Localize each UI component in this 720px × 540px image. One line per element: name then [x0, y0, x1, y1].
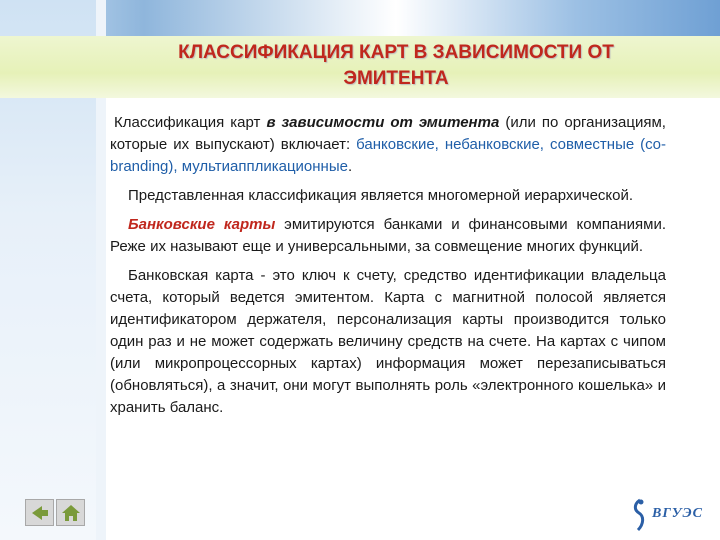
- p3-highlight: Банковские карты: [128, 216, 276, 233]
- slide-body: [110, 112, 666, 426]
- logo-emblem-icon: [630, 498, 650, 532]
- home-icon: [61, 504, 81, 522]
- p1-period: .: [347, 158, 353, 175]
- header-gradient: [0, 0, 720, 40]
- p1-emphasis: в зависимости от эмитента: [266, 114, 500, 131]
- university-logo: [630, 498, 702, 532]
- p3-text: эмитируются банками и финансовыми компаниями. Реже их называют еще и универсальными, за совмещение многих функций.: [110, 216, 667, 255]
- slide-title: [96, 40, 696, 92]
- paragraph-2: Представленная классификация является многомерной иерархической.: [128, 187, 634, 204]
- paragraph-4: Банковская карта - это ключ к счету, средство идентификации владельца счета, который ведется эмитентом. Карта с магнитной полосой является идентификатором держателя, персонализация карты производится только один раз и не может содержать величину средств на счете. На картах с чипом (или микропроцессорных картах) информация может перезаписываться (обновляться), а значит, они могут выполнять роль «электронного кошелька» и хранить баланс.: [110, 267, 666, 416]
- home-button[interactable]: [56, 499, 85, 526]
- paragraph-1: [110, 112, 666, 178]
- p1-text-b: (или по организациям, которые их выпускают) включает:: [110, 114, 666, 153]
- back-button[interactable]: [25, 499, 54, 526]
- arrow-left-icon: [30, 505, 50, 521]
- paragraph-3: [110, 214, 666, 258]
- logo-text: ВГУЭС: [652, 506, 703, 521]
- p1-card-types: банковские, небанковские, совместные (co-branding), мультиаппликационные: [110, 136, 666, 175]
- slide-title-line1: КЛАССИФИКАЦИЯ КАРТ В ЗАВИСИМОСТИ ОТ: [178, 42, 614, 63]
- slide-navigation: [25, 499, 85, 526]
- slide-title-line2: ЭМИТЕНТА: [343, 68, 449, 89]
- p1-text-a: Классификация карт: [114, 114, 267, 131]
